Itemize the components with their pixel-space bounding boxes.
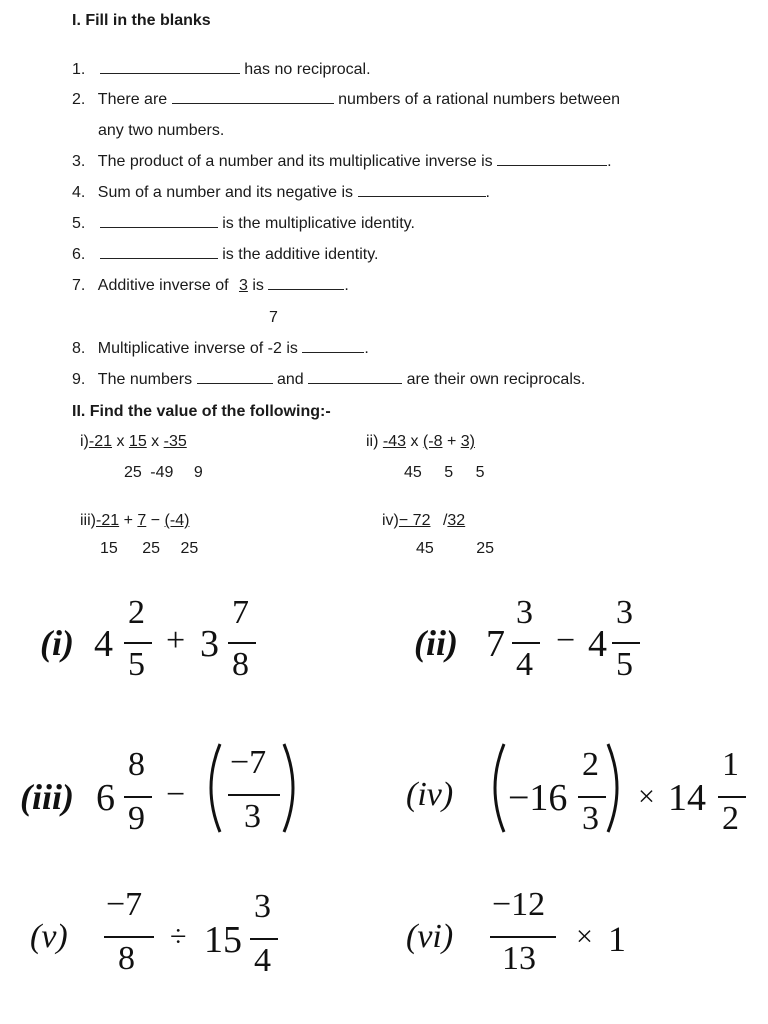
answer-blank	[497, 153, 607, 166]
fraction-denominator: 3	[244, 798, 261, 835]
numerator: 15	[128, 433, 147, 450]
fraction-denominator: 5	[616, 646, 633, 683]
question-punctuation: .	[485, 184, 490, 201]
problem-i-top-row	[80, 433, 187, 451]
question-number: 9.	[72, 371, 86, 388]
question-number: 1.	[72, 61, 86, 78]
denominator: -49	[150, 464, 174, 481]
numerator: 7	[137, 512, 147, 529]
answer-blank	[302, 340, 364, 353]
left-parenthesis	[200, 740, 224, 836]
question-8	[72, 340, 369, 358]
fraction-numerator: −7	[106, 886, 143, 923]
question-4	[72, 184, 490, 202]
denominator: 45	[404, 464, 422, 481]
numerator: -43	[382, 433, 407, 450]
answer-blank	[100, 61, 240, 74]
numerator: (-8	[422, 433, 443, 450]
problem-i-bottom-row	[124, 464, 203, 482]
problem-ii-bottom-row	[404, 464, 485, 482]
answer-blank	[172, 91, 334, 104]
whole-number: 6	[96, 777, 115, 819]
fraction-denominator: 8	[232, 646, 249, 683]
fraction-numerator: 2	[128, 594, 145, 631]
fraction-numerator: 1	[722, 746, 739, 783]
problem-iii-bottom-row	[100, 540, 198, 558]
fraction-bar	[124, 642, 152, 644]
question-text: is	[252, 277, 264, 294]
operator: x	[116, 433, 125, 450]
denominator: 45	[416, 540, 434, 557]
question-3	[72, 153, 612, 171]
denominator: 25	[476, 540, 495, 557]
question-punctuation: .	[364, 340, 369, 357]
expression-label: (iii)	[20, 777, 74, 817]
question-text: Additive inverse of	[97, 277, 229, 294]
question-number: 7.	[72, 277, 86, 294]
question-text: has no reciprocal.	[244, 61, 371, 78]
question-text: are their own reciprocals.	[406, 371, 586, 388]
question-number: 5.	[72, 215, 86, 232]
question-punctuation: .	[344, 277, 349, 294]
question-text: is the multiplicative identity.	[222, 215, 415, 232]
operator-divide: ÷	[170, 920, 187, 953]
problem-ii-top-row	[366, 433, 475, 451]
fraction-numerator: 8	[128, 746, 145, 783]
fraction-denominator: 4	[254, 942, 271, 979]
fraction-bar	[228, 642, 256, 644]
whole-number: 15	[204, 919, 242, 961]
fraction-numerator: 7	[232, 594, 249, 631]
question-7	[72, 277, 349, 295]
answer-blank	[308, 371, 402, 384]
question-number: 6.	[72, 246, 86, 263]
question-text: Sum of a number and its negative is	[97, 184, 354, 201]
expression-label: (vi)	[406, 918, 454, 955]
denominator: 5	[444, 464, 454, 481]
operator: x	[410, 433, 419, 450]
question-text: Multiplicative inverse of -2 is	[97, 340, 298, 357]
fraction-denominator: 4	[516, 646, 533, 683]
section-heading-fill-blanks: I. Fill in the blanks	[72, 12, 211, 29]
denominator: 15	[100, 540, 118, 557]
numerator: -21	[96, 512, 120, 529]
question-1	[72, 61, 371, 79]
whole-number: 3	[200, 623, 219, 665]
expression-label: (ii)	[414, 623, 458, 663]
question-number: 4.	[72, 184, 86, 201]
denominator: 25	[124, 464, 142, 481]
operator: /	[442, 512, 448, 529]
whole-number: 7	[486, 623, 505, 665]
fraction-numerator: 3	[516, 594, 533, 631]
fraction-numerator: −12	[492, 886, 546, 923]
fraction-bar	[250, 938, 278, 940]
operator-plus: +	[166, 622, 186, 659]
question-text: and	[276, 371, 304, 388]
numerator: − 72	[398, 512, 431, 529]
fraction-denominator: 9	[128, 800, 145, 837]
fraction-bar	[612, 642, 640, 644]
left-parenthesis	[484, 740, 508, 836]
operator-times: ×	[576, 920, 593, 953]
operator-minus: −	[556, 622, 576, 659]
denominator: 25	[142, 540, 161, 557]
operator-minus: −	[166, 776, 186, 813]
section-heading-find-value: II. Find the value of the following:-	[72, 403, 331, 420]
whole-number: 1	[608, 919, 626, 959]
operator: +	[123, 512, 133, 529]
question-text: The numbers	[97, 371, 193, 388]
answer-blank	[358, 184, 486, 197]
whole-number: 4	[588, 623, 607, 665]
whole-number: −16	[508, 777, 568, 819]
right-parenthesis	[280, 740, 304, 836]
fraction-bar	[490, 936, 556, 938]
fraction-numerator: 2	[582, 746, 599, 783]
problem-label: iv)	[382, 512, 399, 529]
fraction-bar	[578, 796, 606, 798]
denominator: 25	[180, 540, 199, 557]
fraction-denominator: 13	[502, 940, 536, 977]
fraction-numerator: 3	[238, 277, 248, 294]
fraction-bar	[104, 936, 154, 938]
question-text: numbers of a rational numbers between	[338, 91, 621, 108]
operator-times: ×	[638, 780, 655, 813]
problem-label: iii)	[80, 512, 96, 529]
operator: −	[150, 512, 161, 529]
question-2	[72, 91, 620, 109]
answer-blank	[197, 371, 273, 384]
question-text: The product of a number and its multiplicative inverse is	[97, 153, 493, 170]
fraction-bar	[124, 796, 152, 798]
question-2-continued: any two numbers.	[98, 122, 225, 139]
whole-number: 14	[668, 777, 706, 819]
problem-iv-top-row	[382, 512, 465, 530]
question-text: There are	[97, 91, 168, 108]
numerator: -21	[88, 433, 113, 450]
right-parenthesis	[604, 740, 628, 836]
problem-label: i)	[80, 433, 89, 450]
fraction-bar	[718, 796, 746, 798]
answer-blank	[100, 246, 218, 259]
question-number: 2.	[72, 91, 86, 108]
problem-label: ii)	[366, 433, 379, 450]
fraction-denominator: 7	[269, 309, 278, 326]
denominator: 9	[193, 464, 203, 481]
question-text: is the additive identity.	[222, 246, 379, 263]
answer-blank	[268, 277, 344, 290]
question-number: 8.	[72, 340, 86, 357]
operator: x	[151, 433, 160, 450]
question-9	[72, 371, 585, 389]
operator: +	[446, 433, 457, 450]
expression-label: (v)	[30, 918, 68, 955]
problem-iii-top-row	[80, 512, 189, 530]
problem-iv-bottom-row	[416, 540, 494, 558]
question-number: 3.	[72, 153, 86, 170]
fraction-bar	[228, 794, 280, 796]
numerator: (-4)	[164, 512, 190, 529]
whole-number: 4	[94, 623, 113, 665]
question-6	[72, 246, 378, 264]
fraction-denominator: 8	[118, 940, 135, 977]
fraction-numerator: 3	[616, 594, 633, 631]
fraction-numerator: 3	[254, 888, 271, 925]
question-5	[72, 215, 415, 233]
fraction-denominator: 3	[582, 800, 599, 837]
fraction-numerator: −7	[230, 744, 267, 781]
expression-label: (iv)	[406, 776, 454, 813]
denominator: 5	[475, 464, 485, 481]
fraction-denominator: 5	[128, 646, 145, 683]
fraction-denominator: 2	[722, 800, 739, 837]
numerator: 32	[447, 512, 466, 529]
fraction-bar	[512, 642, 540, 644]
numerator: -35	[163, 433, 187, 450]
question-punctuation: .	[607, 153, 612, 170]
expression-label: (i)	[40, 623, 74, 663]
numerator: 3)	[460, 433, 475, 450]
answer-blank	[100, 215, 218, 228]
